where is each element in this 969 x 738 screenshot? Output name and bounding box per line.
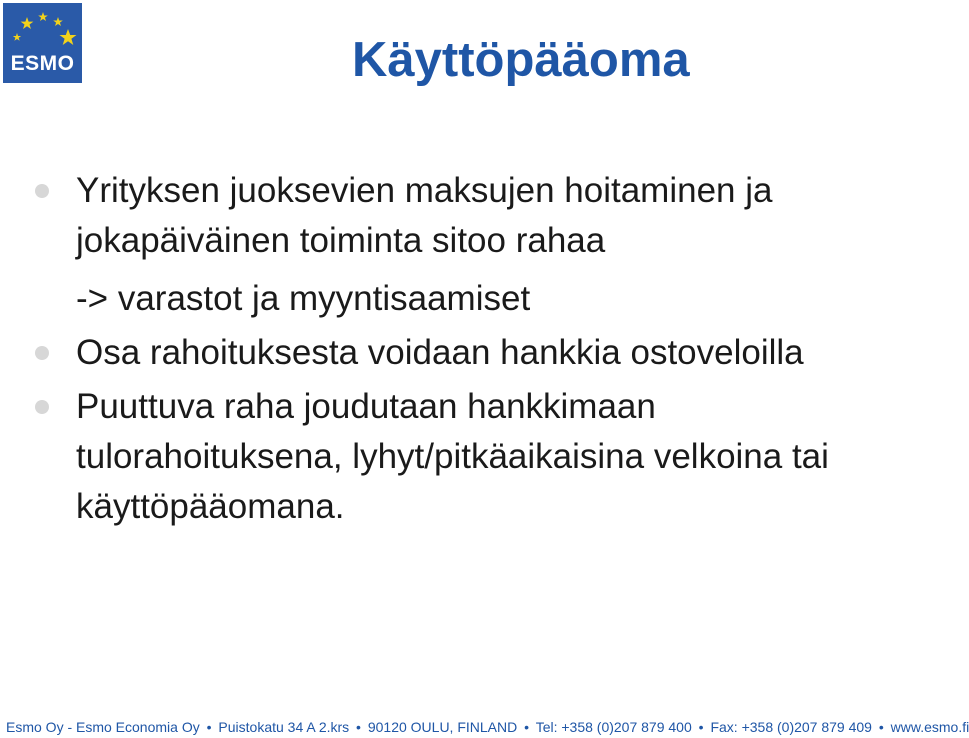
bullet-text-line: käyttöpääomana. bbox=[76, 487, 345, 526]
footer bbox=[6, 718, 969, 736]
bullet-item bbox=[0, 328, 960, 378]
esmo-logo bbox=[3, 3, 82, 83]
bullet-item bbox=[0, 382, 960, 532]
bullet-text-line: jokapäiväinen toiminta sitoo rahaa bbox=[76, 221, 606, 260]
bullet-text-line: Yrityksen juoksevien maksujen hoitaminen ja bbox=[76, 171, 773, 210]
bullet-list bbox=[0, 166, 960, 532]
bullet-text-line: tulorahoituksena, lyhyt/pitkäaikaisina velkoina tai bbox=[76, 437, 829, 476]
star-icon bbox=[38, 12, 48, 21]
footer-separator: • bbox=[524, 719, 530, 735]
bullet-continuation: -> varastot ja myyntisaamiset bbox=[76, 279, 531, 318]
footer-company: Esmo Oy - Esmo Economia Oy bbox=[6, 719, 200, 735]
footer-separator: • bbox=[878, 719, 884, 735]
star-icon bbox=[21, 17, 34, 29]
star-icon bbox=[53, 17, 63, 26]
bullet-dot-icon bbox=[35, 400, 49, 414]
bullet-dot-icon bbox=[35, 346, 49, 360]
logo-text: ESMO bbox=[10, 52, 75, 75]
bullet-text-line: Osa rahoituksesta voidaan hankkia ostoveloilla bbox=[76, 333, 804, 372]
footer-fax: Fax: +358 (0)207 879 409 bbox=[710, 719, 872, 735]
footer-web-link[interactable]: www.esmo.fi bbox=[890, 719, 969, 735]
star-icon bbox=[60, 29, 77, 45]
footer-address: Puistokatu 34 A 2.krs bbox=[218, 719, 350, 735]
footer-tel: Tel: +358 (0)207 879 400 bbox=[535, 719, 692, 735]
bullet-item bbox=[0, 166, 960, 266]
footer-separator: • bbox=[356, 719, 361, 735]
bullet-dot-icon bbox=[35, 184, 49, 198]
star-icon bbox=[13, 33, 21, 41]
bullet-text-line: Puuttuva raha joudutaan hankkimaan bbox=[76, 387, 656, 426]
footer-separator: • bbox=[698, 719, 704, 735]
footer-city: 90120 OULU, FINLAND bbox=[367, 719, 518, 735]
slide-title: Käyttöpääoma bbox=[352, 33, 690, 87]
footer-separator: • bbox=[206, 719, 212, 735]
